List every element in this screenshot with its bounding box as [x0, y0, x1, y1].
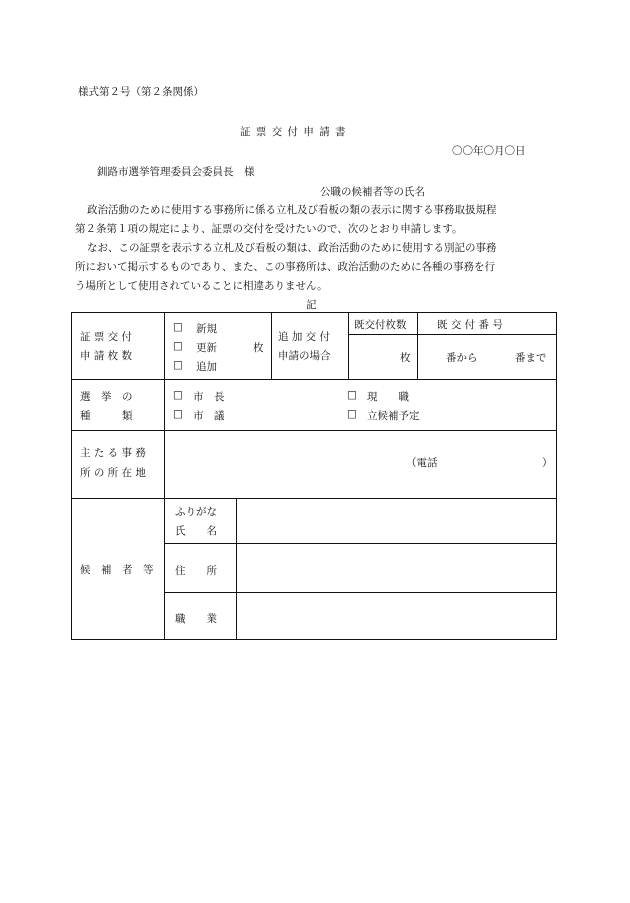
issued-count-header: 既交付枚数 — [354, 319, 407, 331]
option-renew: 更新 — [196, 342, 217, 354]
furigana-label: ふりがな — [175, 506, 217, 518]
col-divider — [271, 313, 272, 379]
document-title: 証 票 交 付 申 請 書 — [240, 126, 347, 138]
name-label: 氏 名 — [175, 525, 217, 537]
election-label-2: 種 類 — [80, 410, 133, 422]
issued-number-header: 既 交 付 番 号 — [437, 319, 503, 331]
col-divider — [417, 313, 418, 379]
row-divider — [72, 498, 556, 499]
ki-heading: 記 — [306, 299, 317, 311]
count-unit: 枚 — [253, 342, 264, 354]
row-divider — [165, 592, 556, 593]
col-divider — [164, 313, 165, 639]
phone-close: ） — [542, 457, 553, 469]
option-incumbent: 現 職 — [367, 391, 409, 403]
row-divider — [348, 334, 556, 335]
option-mayor: 市 長 — [193, 391, 225, 403]
count-label-1: 証 票 交 付 — [80, 331, 133, 343]
checkbox-icon[interactable]: □ — [173, 359, 183, 371]
col-divider — [236, 498, 237, 639]
candidate-label: 候 補 者 等 — [80, 564, 154, 576]
body-line: 第２条第１項の規定により、証票の交付を受けたいので、次のとおり申請します。 — [75, 223, 463, 235]
option-council: 市 議 — [193, 410, 225, 422]
occupation-label: 職 業 — [175, 613, 217, 625]
option-new: 新規 — [196, 323, 217, 335]
option-add: 追加 — [196, 361, 217, 373]
count-label-2: 申 請 枚 数 — [80, 350, 133, 362]
add-label-1: 追 加 交 付 — [278, 331, 331, 343]
row-divider — [72, 430, 556, 431]
row-divider — [165, 543, 556, 544]
add-label-2: 申請の場合 — [278, 350, 331, 362]
addressee: 釧路市選挙管理委員会委員長 様 — [97, 166, 255, 178]
application-table — [71, 312, 557, 640]
body-line: なお、この証票を表示する立札及び看板の類は、政治活動のために使用する別記の事務 — [87, 242, 497, 254]
election-label-1: 選 挙 の — [80, 391, 133, 403]
address-label: 住 所 — [175, 565, 217, 577]
issued-count-unit: 枚 — [400, 352, 411, 364]
col-divider — [348, 313, 349, 379]
option-candidate: 立候補予定 — [367, 410, 420, 422]
checkbox-icon[interactable]: □ — [347, 408, 357, 420]
checkbox-icon[interactable]: □ — [347, 389, 357, 401]
body-line: 所において掲示するものであり、また、この事務所は、政治活動のために各種の事務を行 — [75, 261, 495, 273]
body-text — [75, 201, 555, 296]
office-label-2: 所 の 所 在 地 — [80, 467, 146, 479]
checkbox-icon[interactable]: □ — [173, 321, 183, 333]
applicant-label: 公職の候補者等の氏名 — [320, 186, 425, 198]
form-id: 様式第２号（第２条関係） — [78, 86, 204, 98]
row-divider — [72, 379, 556, 380]
number-from: 番から — [446, 352, 478, 364]
number-to: 番まで — [515, 352, 547, 364]
office-label-1: 主 た る 事 務 — [80, 447, 146, 459]
checkbox-icon[interactable]: □ — [173, 340, 183, 352]
checkbox-icon[interactable]: □ — [173, 408, 183, 420]
body-line: う場所として使用されていることに相違ありません。 — [75, 280, 328, 292]
checkbox-icon[interactable]: □ — [173, 389, 183, 401]
body-line: 政治活動のために使用する事務所に係る立札及び看板の類の表示に関する事務取扱規程 — [87, 204, 497, 216]
phone-open: （電話 — [406, 457, 438, 469]
date: 〇〇年〇月〇日 — [452, 145, 526, 157]
